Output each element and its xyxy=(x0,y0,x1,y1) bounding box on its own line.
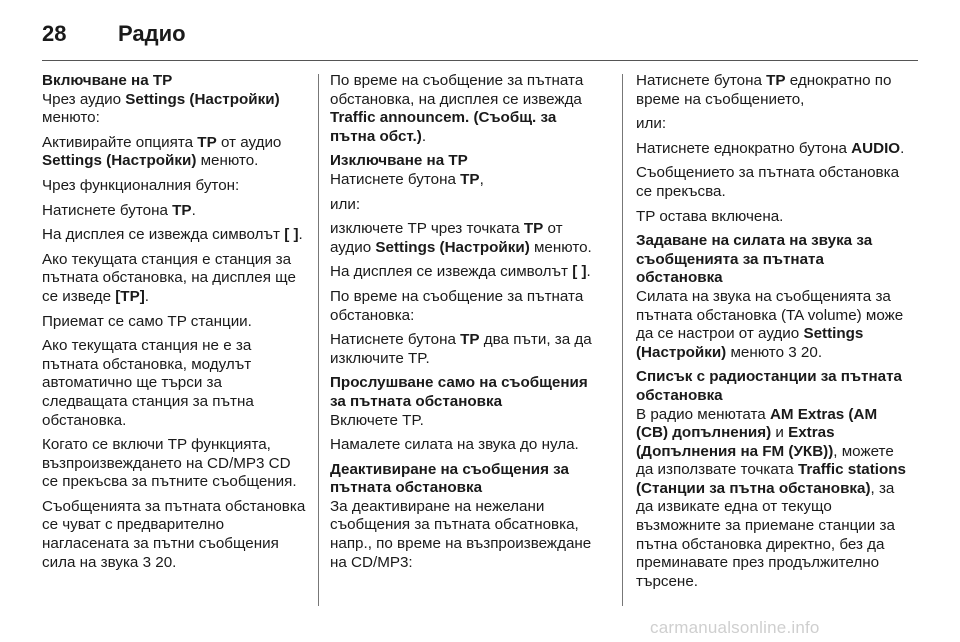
display-symbol: [ ] xyxy=(284,226,299,244)
text: Натиснете бутона xyxy=(636,72,767,89)
button-term: TP xyxy=(766,72,786,89)
text: Натиснете бутона xyxy=(330,170,461,188)
paragraph xyxy=(330,72,604,146)
paragraph: Намалете силата на звука до нула. xyxy=(330,436,579,454)
text: два пъти, за да изключите TP. xyxy=(330,331,592,367)
text: еднократно по време на съобщението, xyxy=(636,72,892,108)
text: Активирайте опцията xyxy=(42,133,198,151)
menu-term: Settings (Настройки) xyxy=(636,325,864,361)
paragraph xyxy=(330,220,604,257)
button-term: AUDIO xyxy=(851,139,901,157)
text: . xyxy=(586,263,591,281)
text: . xyxy=(144,287,150,305)
column-divider-1 xyxy=(318,74,319,606)
paragraph xyxy=(42,202,306,221)
text: На дисплея се извежда символът xyxy=(42,226,285,244)
text: В радио менютата xyxy=(636,405,770,423)
page-reference: 3 20. xyxy=(142,553,177,571)
paragraph: TP остава включена. xyxy=(636,207,784,225)
text: Натиснете еднократно бутона xyxy=(636,139,852,157)
text: . xyxy=(191,201,196,219)
text: менюто: xyxy=(42,109,100,127)
paragraph xyxy=(330,263,604,282)
menu-term: Extras (Допълнения на FM (УКВ)) xyxy=(636,424,835,460)
text: , xyxy=(479,170,484,188)
menu-term: Settings (Настройки) xyxy=(375,238,530,256)
menu-term: TP xyxy=(197,133,217,151)
button-term: TP xyxy=(460,170,480,188)
paragraph: Чрез функционалния бутон: xyxy=(42,176,240,194)
column-1 xyxy=(42,72,306,578)
paragraph xyxy=(42,226,306,245)
column-divider-2 xyxy=(622,74,623,606)
paragraph: Приемат се само TP станции. xyxy=(42,312,252,330)
text: менюто. xyxy=(196,152,259,170)
column-2 xyxy=(330,72,604,578)
paragraph: Когато се включи TP функцията, възпроизвеждането на CD/MP3 CD се прекъсва за пътните съобщения. xyxy=(42,436,297,491)
paragraph xyxy=(42,498,306,572)
text: По време на съобщение за пътната обстановка, на дисплея се извежда xyxy=(330,72,584,108)
section-heading-listen-only: Прослушване само на съобщения за пътната обстановка xyxy=(330,374,588,410)
paragraph xyxy=(636,406,908,592)
text: Чрез аудио xyxy=(42,90,126,108)
paragraph xyxy=(42,91,306,128)
menu-term: TP xyxy=(523,220,544,238)
text: Силата на звука на съобщенията за пътната обстановка (TA volume) може да се настрои от аудио xyxy=(636,287,904,343)
paragraph: Ако текущата станция не е за пътната обстановка, модулът автоматично ще търси за следващата станция за пътна обстановка. xyxy=(42,337,254,429)
text: изключете TP чрез точката xyxy=(330,220,524,238)
text: Натиснете бутона xyxy=(42,201,173,219)
paragraph: За деактивиране на нежелани съобщения за пътната обсатновка, напр., по време на възпроизвеждане на CD/MP3: xyxy=(330,497,592,571)
text: Ако текущата станция е станция за пътната обстановка, на дисплея ще се изведе xyxy=(42,250,296,305)
display-symbol: [ ] xyxy=(572,263,587,281)
text: . xyxy=(900,139,905,157)
text: и xyxy=(771,424,789,442)
text: от аудио xyxy=(330,220,563,256)
text: от аудио xyxy=(216,133,282,151)
text: Съобщенията за пътната обстановка се чуват с предварително нагласената за пътни съобщения сила на звука xyxy=(42,497,306,571)
paragraph: По време на съобщение за пътната обстановка: xyxy=(330,287,584,324)
text: . xyxy=(298,226,303,244)
text: . xyxy=(421,127,427,145)
page-title: Радио xyxy=(118,21,186,46)
paragraph: Включете TP. xyxy=(330,411,424,429)
page-reference: 3 20. xyxy=(788,343,823,361)
text: менюто. xyxy=(529,238,592,256)
section-heading-tp-off: Изключване на TP xyxy=(330,152,468,170)
menu-term: AM Extras (AM (CB) допълнения) xyxy=(636,405,878,442)
button-term: TP xyxy=(172,201,192,219)
text: менюто xyxy=(726,343,789,361)
section-heading-station-list: Списък с радиостанции за пътната обстановка xyxy=(636,368,902,404)
page-header xyxy=(42,14,186,54)
page-number: 28 xyxy=(42,21,67,46)
section-heading-tp-on: Включване на TP xyxy=(42,72,173,89)
paragraph xyxy=(42,134,306,171)
paragraph xyxy=(636,288,908,362)
text: , можете да използвате точката xyxy=(636,442,894,479)
display-symbol: [TP] xyxy=(115,287,145,305)
text: На дисплея се извежда символът xyxy=(330,263,573,281)
text: Натиснете бутона xyxy=(330,331,461,349)
text: , за да извикате една от текущо възможните за приемане станции за пътна обстановка директно, без да преминавате през продължително търсене. xyxy=(636,479,895,590)
paragraph xyxy=(330,331,604,368)
paragraph xyxy=(636,72,908,109)
display-message: Traffic announcem. (Съобщ. за пътна обст.) xyxy=(330,109,557,145)
column-3 xyxy=(636,72,908,597)
paragraph: или: xyxy=(636,115,667,133)
header-rule xyxy=(42,60,918,61)
section-heading-volume: Задаване на силата на звука за съобщенията за пътната обстановка xyxy=(636,232,873,287)
paragraph: Съобщението за пътната обстановка се прекъсва. xyxy=(636,164,900,200)
paragraph xyxy=(330,171,604,190)
menu-term: Settings (Настройки) xyxy=(125,90,280,108)
menu-term: Traffic stations (Станции за пътна обстановка) xyxy=(636,461,906,497)
button-term: TP xyxy=(460,331,480,349)
paragraph: или: xyxy=(330,195,361,213)
section-heading-deactivate: Деактивиране на съобщения за пътната обстановка xyxy=(330,460,569,497)
paragraph xyxy=(42,251,306,307)
menu-term: Settings (Настройки) xyxy=(42,152,197,170)
paragraph xyxy=(636,140,908,159)
watermark: carmanualsonline.info xyxy=(650,618,820,637)
